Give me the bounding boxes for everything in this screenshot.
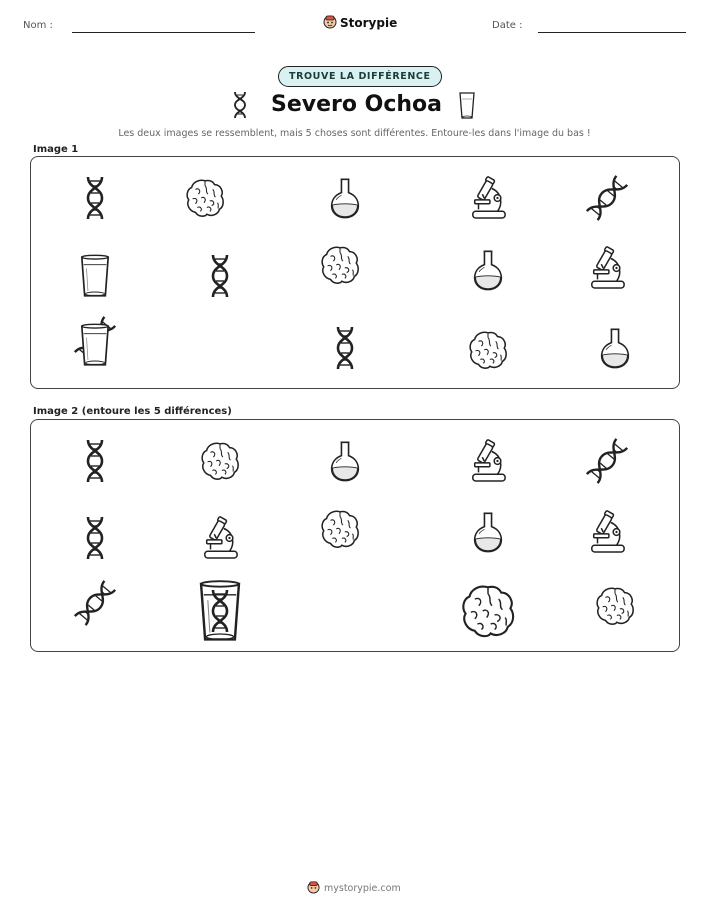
dna-icon[interactable] — [82, 514, 108, 562]
microscope-icon[interactable] — [469, 438, 507, 484]
date-label: Date : — [492, 20, 523, 31]
brain-icon[interactable] — [199, 440, 241, 482]
brain-icon[interactable] — [594, 585, 636, 627]
flask-icon — [329, 175, 361, 221]
footer-site: mystorypie.com — [324, 883, 401, 894]
instructions-text: Les deux images se ressemblent, mais 5 choses sont différentes. Entoure-les dans l'image du bas ! — [118, 128, 591, 139]
microscope-icon[interactable] — [201, 515, 239, 561]
brand-name: Storypie — [340, 16, 398, 30]
name-line[interactable] — [72, 32, 255, 33]
dna-icon — [332, 324, 358, 372]
flask-icon[interactable] — [472, 509, 504, 555]
date-line[interactable] — [538, 32, 686, 33]
dna-icon[interactable] — [583, 437, 631, 485]
flask-icon[interactable] — [329, 438, 361, 484]
name-label: Nom : — [23, 20, 53, 31]
activity-badge: TROUVE LA DIFFÉRENCE — [278, 66, 442, 87]
page-title: Severo Ochoa — [271, 92, 443, 117]
storypie-mascot-icon — [323, 14, 337, 32]
brain-icon — [319, 244, 361, 286]
dna-icon[interactable] — [207, 587, 233, 635]
dna-icon[interactable] — [82, 437, 108, 485]
storypie-mascot-icon — [307, 880, 320, 897]
microscope-icon — [588, 245, 626, 291]
dna-icon — [207, 252, 233, 300]
title-dna-icon — [232, 90, 248, 120]
flask-icon — [599, 325, 631, 371]
brain-icon — [467, 329, 509, 371]
dna-icon[interactable] — [71, 579, 119, 627]
glass-icon — [79, 252, 111, 300]
microscope-icon[interactable] — [588, 509, 626, 555]
microscope-icon — [469, 175, 507, 221]
brand-logo — [323, 14, 397, 32]
brain-icon[interactable] — [459, 582, 517, 640]
brain-icon — [184, 177, 226, 219]
footer — [307, 880, 401, 897]
dna-icon — [82, 174, 108, 222]
dna-icon — [583, 174, 631, 222]
image1-label: Image 1 — [33, 144, 79, 155]
glass-icon — [79, 321, 111, 369]
image2-label: Image 2 (entoure les 5 différences) — [33, 406, 232, 417]
flask-icon — [472, 247, 504, 293]
brain-icon[interactable] — [319, 508, 361, 550]
title-glass-icon — [458, 91, 476, 120]
